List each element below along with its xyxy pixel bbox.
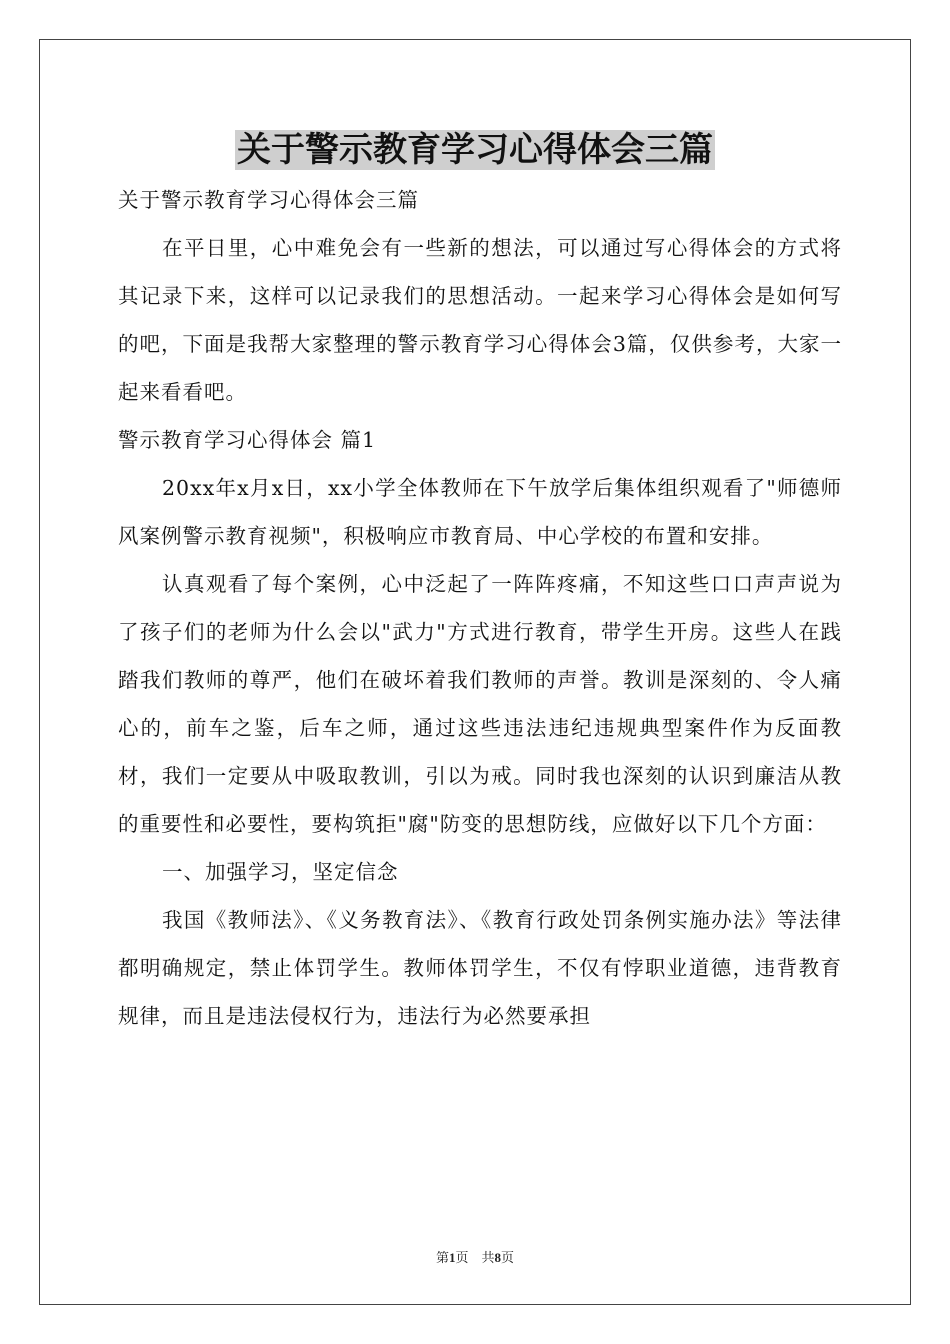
subtitle-line: 关于警示教育学习心得体会三篇: [118, 188, 419, 212]
document-title-text: 关于警示教育学习心得体会三篇: [237, 130, 713, 170]
section-heading: 警示教育学习心得体会 篇1: [118, 428, 377, 452]
document-body: [118, 176, 842, 1040]
footer-page-prefix: 第: [435, 1250, 449, 1265]
footer-page-current: 1: [448, 1250, 456, 1265]
document-title: [0, 125, 950, 175]
intro-paragraph: 在平日里，心中难免会有一些新的想法，可以通过写心得体会的方式将其记录下来，这样可以记录我们的思想活动。一起来学习心得体会是如何写的吧，下面是我帮大家整理的警示教育学习心得体会3篇，仅供参考，大家一起来看看吧。: [118, 236, 842, 404]
footer-page-mid: 页 共: [455, 1250, 495, 1265]
body-paragraph: 20xx年x月x日，xx小学全体教师在下午放学后集体组织观看了"师德师风案例警示教育视频"，积极响应市教育局、中心学校的布置和安排。: [118, 476, 842, 548]
footer-page-total: 8: [494, 1250, 501, 1265]
body-paragraph: 我国《教师法》、《义务教育法》、《教育行政处罚条例实施办法》等法律都明确规定，禁止体罚学生。教师体罚学生，不仅有悖职业道德，违背教育规律，而且是违法侵权行为，违法行为必然要承担: [118, 908, 842, 1028]
footer-page-suffix: 页: [501, 1250, 515, 1265]
body-paragraph: 认真观看了每个案例，心中泛起了一阵阵疼痛，不知这些口口声声说为了孩子们的老师为什么会以"武力"方式进行教育，带学生开房。这些人在践踏我们教师的尊严，他们在破坏着我们教师的声誉。教训是深刻的、令人痛心的，前车之鉴，后车之师，通过这些违法违纪违规典型案件作为反面教材，我们一定要从中吸取教训，引以为戒。同时我也深刻的认识到廉洁从教的重要性和必要性，要构筑拒"腐"防变的思想防线，应做好以下几个方面：: [118, 572, 842, 836]
page-footer: [0, 1247, 950, 1266]
subheading-paragraph: 一、加强学习，坚定信念: [162, 860, 399, 884]
